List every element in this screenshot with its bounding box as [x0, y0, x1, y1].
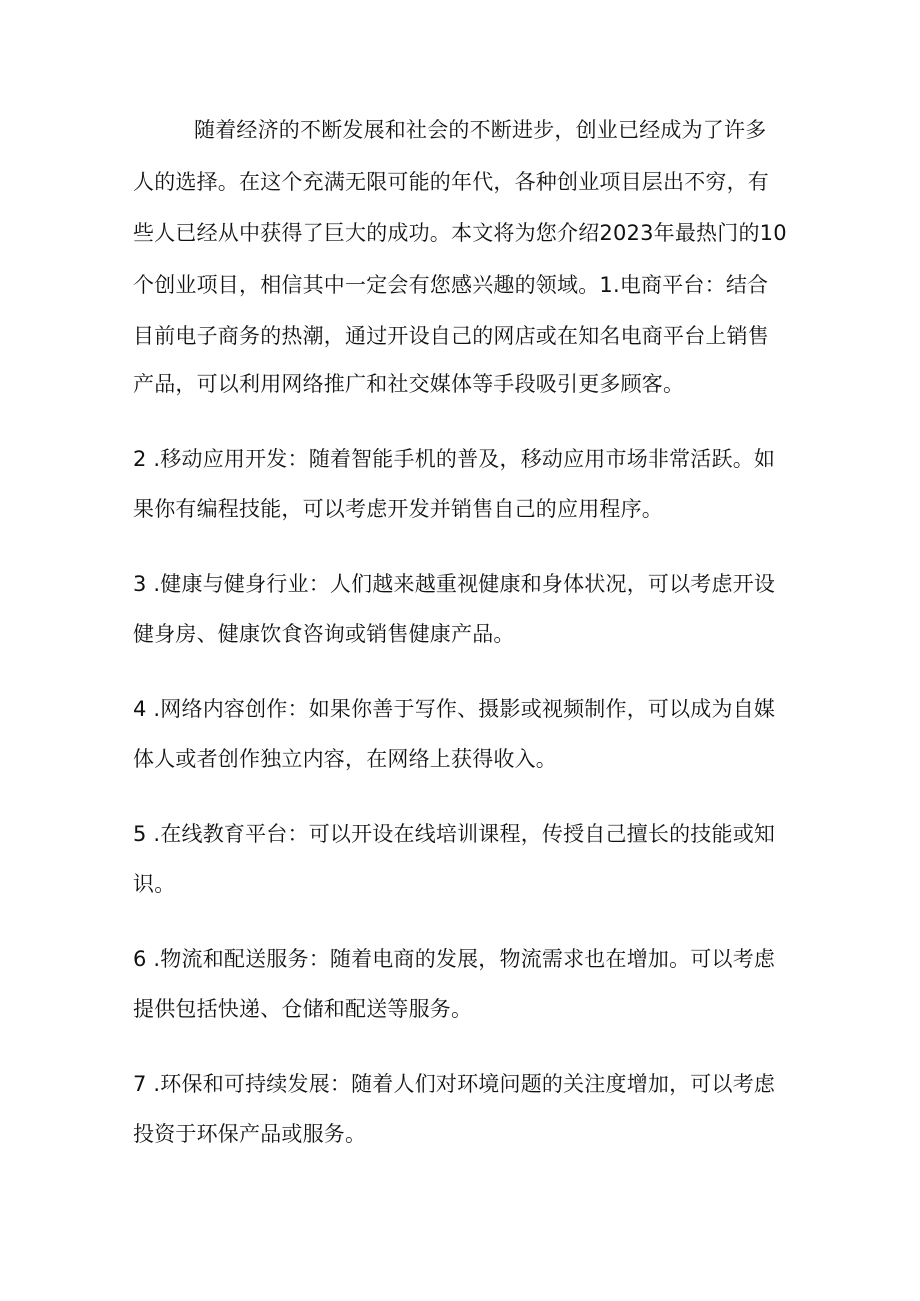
item-7-line-2: 投资于环保产品或服务。 — [133, 1122, 367, 1146]
item-4-line-2: 体人或者创作独立内容，在网络上获得收入。 — [133, 747, 557, 771]
item-6-line-2: 提供包括快递、仓储和配送等服务。 — [133, 997, 473, 1021]
paragraph-1-line-4: 个创业项目，相信其中一定会有您感兴趣的领域。1.电商平台：结合 — [133, 273, 769, 297]
item-6-line-1: 6 .物流和配送服务：随着电商的发展，物流需求也在增加。可以考虑 — [133, 947, 776, 971]
paragraph-1-line-2: 人的选择。在这个充满无限可能的年代，各种创业项目层出不穷，有 — [133, 170, 769, 194]
item-5-line-2: 识。 — [133, 872, 176, 896]
item-4-line-1: 4 .网络内容创作：如果你善于写作、摄影或视频制作，可以成为自媒 — [133, 697, 776, 721]
paragraph-1-line-3: 些人已经从中获得了巨大的成功。本文将为您介绍2023年最热门的10 — [133, 221, 787, 245]
item-3-line-2: 健身房、健康饮食咨询或销售健康产品。 — [133, 622, 515, 646]
item-7-line-1: 7 .环保和可持续发展：随着人们对环境问题的关注度增加，可以考虑 — [133, 1072, 776, 1096]
item-2-line-2: 果你有编程技能，可以考虑开发并销售自己的应用程序。 — [133, 497, 663, 521]
paragraph-1-line-5: 目前电子商务的热潮，通过开设自己的网店或在知名电商平台上销售 — [133, 324, 769, 348]
item-3-line-1: 3 .健康与健身行业：人们越来越重视健康和身体状况，可以考虑开设 — [133, 572, 776, 596]
item-2-line-1: 2 .移动应用开发：随着智能手机的普及，移动应用市场非常活跃。如 — [133, 447, 776, 471]
paragraph-1-line-1: 随着经济的不断发展和社会的不断进步，创业已经成为了许多 — [194, 118, 767, 142]
item-5-line-1: 5 .在线教育平台：可以开设在线培训课程，传授自己擅长的技能或知 — [133, 822, 776, 846]
paragraph-1-line-6: 产品，可以利用网络推广和社交媒体等手段吸引更多顾客。 — [133, 372, 685, 396]
